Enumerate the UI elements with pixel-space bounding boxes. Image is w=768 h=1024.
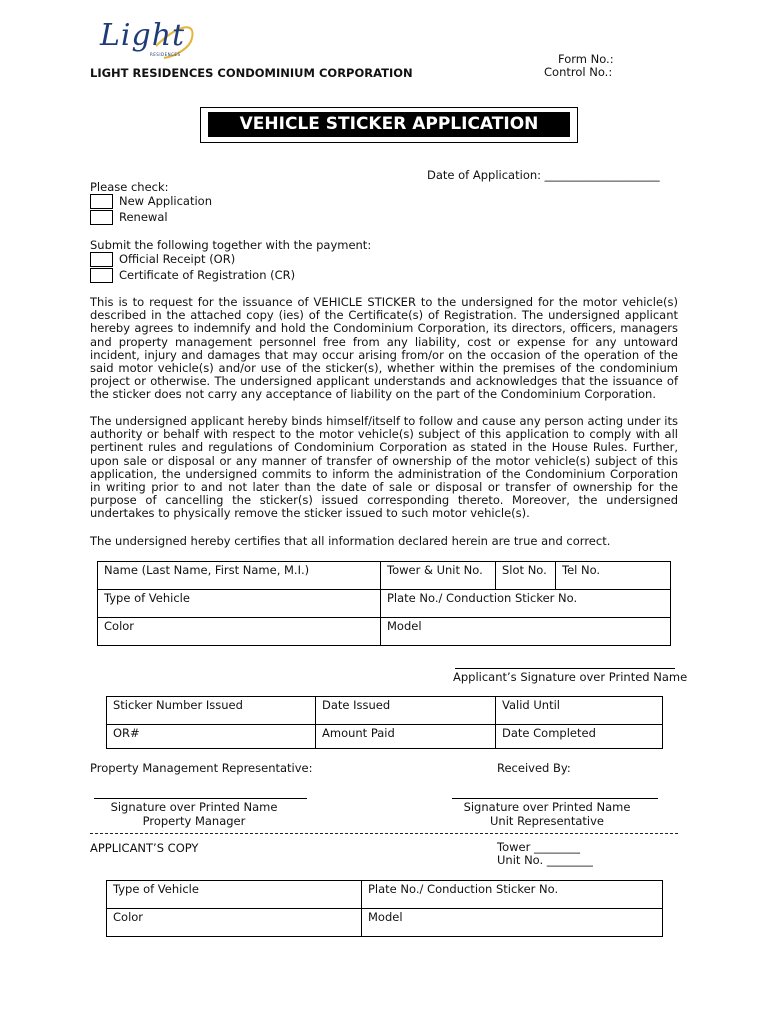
new-application-option[interactable]: [90, 194, 212, 210]
copy-plate-no-cell[interactable]: Plate No./ Conduction Sticker No.: [362, 881, 663, 909]
light-residences-logo: [96, 16, 206, 66]
official-receipt-label: Official Receipt (OR): [119, 252, 236, 266]
sig-left-line2: Property Manager: [142, 814, 246, 828]
logo-script: Light: [100, 18, 186, 53]
certificate-registration-label: Certificate of Registration (CR): [119, 268, 296, 282]
date-of-application-field[interactable]: Date of Application: ____________________: [427, 168, 660, 182]
unit-rep-signature-line[interactable]: [452, 798, 658, 799]
pm-representative-label: Property Management Representative:: [90, 761, 313, 775]
page-title: VEHICLE STICKER APPLICATION: [208, 112, 570, 137]
property-manager-signature-line[interactable]: [94, 798, 307, 799]
submit-label: Submit the following together with the payment:: [90, 238, 372, 252]
property-manager-signature-block: [94, 800, 294, 828]
certificate-registration-checkbox[interactable]: [90, 268, 113, 283]
title-box: [200, 107, 578, 143]
new-application-checkbox[interactable]: [90, 194, 113, 209]
copy-tower-unit: [497, 841, 593, 867]
received-by-label: Received By:: [497, 761, 571, 775]
applicant-info-table: [97, 561, 671, 646]
new-application-label: New Application: [119, 194, 212, 208]
paragraph-rules: The undersigned applicant hereby binds himself/itself to follow and cause any person acting under its authority or behalf with respect to the motor vehicle(s) subject of this application to comply with all pertinent rules and regulations of Condominium Corporation as stated in the House Rules. Further, upon sale or disposal or any manner of transfer of ownership of the motor vehicle(s) subject of this application, the undersigned commits to inform the administration of the Condominium Corporation in writing prior to and not later than the date of sale or disposal or transfer of ownership for the purpose of cancelling the sticker(s) issued corresponding thereto. Moreover, the undersigned undertakes to physically remove the sticker issued to such motor vehicle(s).: [90, 414, 678, 521]
tel-no-cell[interactable]: Tel No.: [556, 562, 671, 590]
color-cell[interactable]: Color: [98, 618, 381, 646]
copy-color-cell[interactable]: Color: [107, 909, 362, 937]
form-numbers: [544, 52, 614, 79]
official-receipt-option[interactable]: [90, 252, 235, 268]
sig-right-line1: Signature over Printed Name: [463, 800, 631, 814]
cut-line-divider: [90, 833, 678, 835]
amount-paid-cell[interactable]: Amount Paid: [316, 725, 496, 749]
please-check-label: Please check:: [90, 180, 169, 194]
renewal-label: Renewal: [119, 210, 168, 224]
official-receipt-checkbox[interactable]: [90, 252, 113, 267]
copy-unit-field[interactable]: Unit No. ________: [497, 853, 593, 867]
paragraph-certification: The undersigned hereby certifies that all information declared herein are true and correct.: [90, 534, 611, 548]
control-no-label: Control No.:: [544, 65, 613, 79]
renewal-option[interactable]: [90, 210, 168, 226]
copy-model-cell[interactable]: Model: [362, 909, 663, 937]
applicants-copy-label: APPLICANT’S COPY: [90, 841, 199, 855]
copy-tower-field[interactable]: Tower ________: [497, 840, 580, 854]
type-of-vehicle-cell[interactable]: Type of Vehicle: [98, 590, 381, 618]
corporation-name: LIGHT RESIDENCES CONDOMINIUM CORPORATION: [90, 66, 413, 80]
date-issued-cell[interactable]: Date Issued: [316, 697, 496, 725]
valid-until-cell[interactable]: Valid Until: [496, 697, 663, 725]
paragraph-liability: This is to request for the issuance of VEHICLE STICKER to the undersigned for the motor vehicle(s) described in the attached copy (ies) of the Certificate(s) of Registration. The undersigned applicant hereby agrees to indemnify and hold the Condominium Corporation, its directors, officers, managers and property management personnel free from any liability, cost or expense for any untoward incident, injury and damages that may occur arising from/or on the occasion of the operation of the said motor vehicle(s) and/or use of the sticker(s), whether within the premises of the condominium project or otherwise. The undersigned applicant understands and acknowledges that the issuance of the sticker does not carry any acceptance of liability on the part of the Condominium Corporation.: [90, 295, 678, 402]
logo-sub: RESIDENCES: [150, 52, 181, 57]
date-completed-cell[interactable]: Date Completed: [496, 725, 663, 749]
model-cell[interactable]: Model: [381, 618, 671, 646]
sticker-number-cell[interactable]: Sticker Number Issued: [107, 697, 316, 725]
sig-right-line2: Unit Representative: [490, 814, 604, 828]
applicant-signature-line[interactable]: [455, 668, 675, 669]
plate-no-cell[interactable]: Plate No./ Conduction Sticker No.: [381, 590, 671, 618]
sig-left-line1: Signature over Printed Name: [110, 800, 278, 814]
applicant-copy-table: [106, 880, 663, 937]
sticker-issuance-table: [106, 696, 663, 749]
form-no-label: Form No.:: [558, 52, 614, 66]
tower-unit-cell[interactable]: Tower & Unit No.: [381, 562, 496, 590]
renewal-checkbox[interactable]: [90, 210, 113, 225]
certificate-registration-option[interactable]: [90, 268, 295, 284]
name-cell[interactable]: Name (Last Name, First Name, M.I.): [98, 562, 381, 590]
slot-no-cell[interactable]: Slot No.: [496, 562, 556, 590]
or-number-cell[interactable]: OR#: [107, 725, 316, 749]
unit-rep-signature-block: [447, 800, 647, 828]
copy-type-of-vehicle-cell[interactable]: Type of Vehicle: [107, 881, 362, 909]
applicant-signature-label: Applicant’s Signature over Printed Name: [453, 670, 688, 684]
